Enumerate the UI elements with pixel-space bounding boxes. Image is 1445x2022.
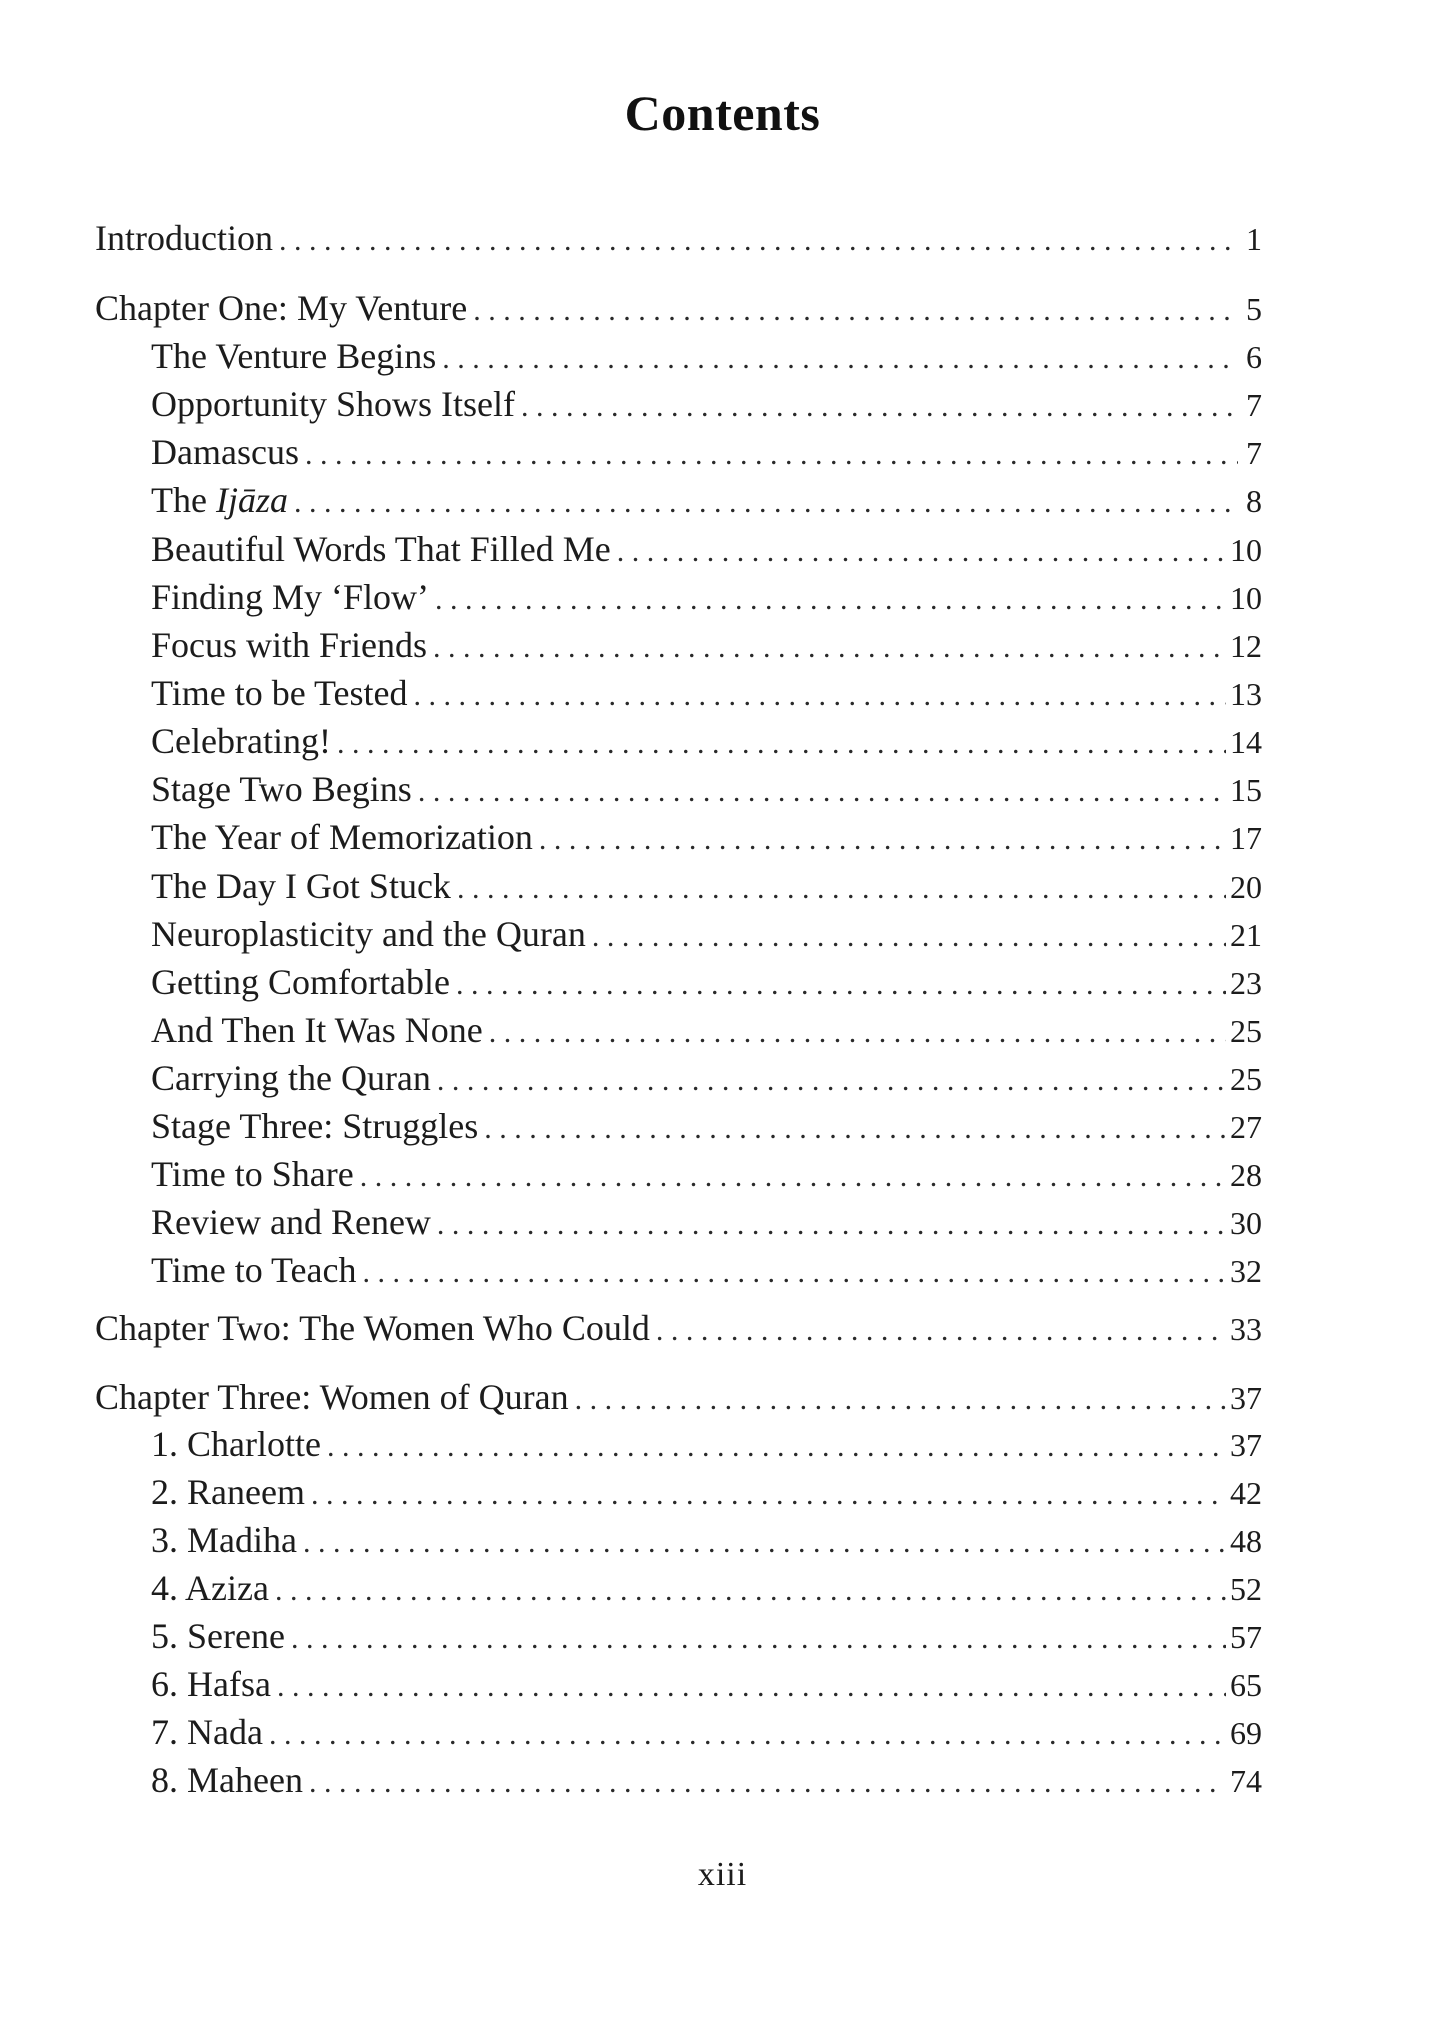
- toc-section-entry[interactable]: [151, 1200, 1262, 1244]
- toc-entry-title: 2. Raneem: [151, 1472, 305, 1512]
- toc-entry-title: Carrying the Quran: [151, 1058, 431, 1098]
- toc-section-entry[interactable]: [151, 960, 1262, 1004]
- page-title: Contents: [624, 85, 821, 141]
- toc-dot-leader: [433, 626, 1226, 670]
- toc-dot-leader: [437, 1059, 1226, 1103]
- toc-dot-leader: [473, 289, 1238, 333]
- toc-page-number: 32: [1230, 1253, 1262, 1289]
- toc-page-number: 37: [1230, 1380, 1262, 1416]
- toc-dot-leader: [442, 337, 1238, 381]
- toc-dot-leader: [418, 770, 1226, 814]
- toc-chapter-entry[interactable]: [95, 1375, 1262, 1419]
- toc-page-number: 52: [1230, 1571, 1262, 1607]
- toc-entry-title: Chapter One: My Venture: [95, 288, 468, 328]
- toc-dot-leader: [656, 1309, 1226, 1353]
- toc-page-number: 1: [1246, 221, 1262, 257]
- toc-entry-title: Celebrating!: [151, 721, 331, 761]
- toc-page-number: 17: [1230, 820, 1262, 856]
- toc-entry-title: Introduction: [95, 218, 273, 258]
- toc-entry-title: Damascus: [151, 432, 299, 472]
- toc-entry-title: Beautiful Words That Filled Me: [151, 529, 611, 569]
- toc-dot-leader: [279, 219, 1238, 263]
- toc-page-number: 48: [1230, 1523, 1262, 1559]
- toc-page-number: 28: [1230, 1157, 1262, 1193]
- toc-entry-title: Time to be Tested: [151, 673, 408, 713]
- toc-section-entry[interactable]: [151, 815, 1262, 859]
- toc-entry-title: Time to Share: [151, 1154, 354, 1194]
- toc-entry-title: The Year of Memorization: [151, 817, 533, 857]
- toc-page-number: 69: [1230, 1715, 1262, 1751]
- toc-entry-title: Chapter Two: The Women Who Could: [95, 1308, 650, 1348]
- toc-section-entry[interactable]: [151, 1248, 1262, 1292]
- toc-section-entry[interactable]: [151, 1614, 1262, 1658]
- toc-entry-title: Getting Comfortable: [151, 962, 450, 1002]
- toc-entry-title: The Venture Begins: [151, 336, 437, 376]
- toc-page-number: 23: [1230, 965, 1262, 1001]
- toc-page-number: 57: [1230, 1619, 1262, 1655]
- toc-dot-leader: [437, 1203, 1226, 1247]
- toc-section-entry[interactable]: [151, 719, 1262, 763]
- toc-entry-title: [151, 478, 294, 522]
- toc-section-entry[interactable]: [151, 1470, 1262, 1514]
- toc-dot-leader: [305, 433, 1238, 477]
- toc-entry-title: Chapter Three: Women of Quran: [95, 1377, 569, 1417]
- toc-section-entry[interactable]: [151, 1710, 1262, 1754]
- toc-page-number: 30: [1230, 1205, 1262, 1241]
- toc-section-entry[interactable]: [151, 1662, 1262, 1706]
- toc-entry-title: The Day I Got Stuck: [151, 866, 451, 906]
- toc-section-entry[interactable]: [151, 1152, 1262, 1196]
- toc-section-entry[interactable]: [151, 334, 1262, 378]
- toc-entry-title: Time to Teach: [151, 1250, 357, 1290]
- toc-page-number: 20: [1230, 869, 1262, 905]
- toc-entry-title: Neuroplasticity and the Quran: [151, 914, 586, 954]
- toc-dot-leader: [539, 818, 1226, 862]
- toc-entry-title: 6. Hafsa: [151, 1664, 271, 1704]
- toc-dot-leader: [484, 1107, 1226, 1151]
- toc-entry-title: 5. Serene: [151, 1616, 285, 1656]
- toc-section-entry[interactable]: [151, 1758, 1262, 1802]
- toc-entry-title: Stage Three: Struggles: [151, 1106, 479, 1146]
- toc-section-entry[interactable]: [151, 382, 1262, 426]
- toc-entry-title: 4. Aziza: [151, 1568, 269, 1608]
- toc-section-entry[interactable]: [151, 1056, 1262, 1100]
- toc-section-entry[interactable]: [151, 671, 1262, 715]
- toc-entry-title-prefix: The: [151, 480, 216, 520]
- toc-section-entry[interactable]: [151, 575, 1262, 619]
- toc-dot-leader: [592, 915, 1226, 959]
- toc-dot-leader: [575, 1378, 1226, 1422]
- toc-dot-leader: [456, 963, 1226, 1007]
- toc-dot-leader: [303, 1521, 1226, 1565]
- toc-dot-leader: [489, 1011, 1226, 1055]
- toc-chapter-entry[interactable]: [95, 216, 1262, 260]
- toc-page-number: 74: [1230, 1763, 1262, 1799]
- toc-page-number: 8: [1246, 483, 1262, 519]
- toc-chapter-entry[interactable]: [95, 286, 1262, 330]
- toc-page-number: 33: [1230, 1311, 1262, 1347]
- toc-dot-leader: [311, 1473, 1226, 1517]
- toc-dot-leader: [362, 1251, 1226, 1295]
- toc-section-entry[interactable]: [151, 864, 1262, 908]
- toc-entry-title: Opportunity Shows Itself: [151, 384, 515, 424]
- toc-dot-leader: [291, 1617, 1226, 1661]
- toc-dot-leader: [327, 1425, 1226, 1469]
- toc-page-number: 42: [1230, 1475, 1262, 1511]
- toc-page-number: 10: [1230, 532, 1262, 568]
- toc-dot-leader: [294, 481, 1238, 525]
- toc-section-entry[interactable]: [151, 527, 1262, 571]
- toc-dot-leader: [337, 722, 1226, 766]
- toc-page-number: 6: [1246, 339, 1262, 375]
- toc-section-entry[interactable]: [151, 623, 1262, 667]
- toc-chapter-entry[interactable]: [95, 1306, 1262, 1350]
- toc-dot-leader: [457, 867, 1226, 911]
- toc-entry-title: Review and Renew: [151, 1202, 431, 1242]
- toc-page-number: 7: [1246, 435, 1262, 471]
- toc-entry-title: Finding My ‘Flow’: [151, 577, 430, 617]
- toc-section-entry[interactable]: [151, 1422, 1262, 1466]
- toc-dot-leader: [275, 1569, 1226, 1613]
- toc-entry-title: 7. Nada: [151, 1712, 263, 1752]
- toc-page-number: 25: [1230, 1061, 1262, 1097]
- toc-entry-title: 1. Charlotte: [151, 1424, 321, 1464]
- toc-dot-leader: [269, 1713, 1226, 1757]
- toc-section-entry[interactable]: [151, 1566, 1262, 1610]
- toc-page-number: 37: [1230, 1427, 1262, 1463]
- toc-entry-title: Focus with Friends: [151, 625, 428, 665]
- toc-page-number: 15: [1230, 772, 1262, 808]
- toc-page-number: 12: [1230, 628, 1262, 664]
- toc-section-entry[interactable]: [151, 430, 1262, 474]
- toc-page-number: 10: [1230, 580, 1262, 616]
- toc-page-number: 5: [1246, 291, 1262, 327]
- toc-section-entry[interactable]: [151, 1518, 1262, 1562]
- toc-entry-title: Stage Two Begins: [151, 769, 412, 809]
- toc-dot-leader: [521, 385, 1238, 429]
- toc-section-entry[interactable]: [151, 912, 1262, 956]
- toc-section-entry[interactable]: [151, 478, 1262, 522]
- toc-dot-leader: [360, 1155, 1226, 1199]
- toc-page-number: 65: [1230, 1667, 1262, 1703]
- toc-page-number: 14: [1230, 724, 1262, 760]
- toc-section-entry[interactable]: [151, 1104, 1262, 1148]
- toc-section-entry[interactable]: [151, 1008, 1262, 1052]
- toc-entry-title: 3. Madiha: [151, 1520, 297, 1560]
- toc-page-number: 27: [1230, 1109, 1262, 1145]
- toc-page-number: 25: [1230, 1013, 1262, 1049]
- toc-dot-leader: [309, 1761, 1226, 1805]
- toc-dot-leader: [277, 1665, 1226, 1709]
- toc-dot-leader: [435, 578, 1226, 622]
- toc-dot-leader: [413, 674, 1226, 718]
- toc-entry-title-italic: Ijāza: [215, 480, 288, 520]
- toc-entry-title: And Then It Was None: [151, 1010, 483, 1050]
- toc-section-entry[interactable]: [151, 767, 1262, 811]
- toc-page-number: 7: [1246, 387, 1262, 423]
- toc-entry-title: 8. Maheen: [151, 1760, 303, 1800]
- page-number: xiii: [697, 1856, 748, 1893]
- toc-dot-leader: [617, 530, 1226, 574]
- toc-page-number: 13: [1230, 676, 1262, 712]
- toc-page-number: 21: [1230, 917, 1262, 953]
